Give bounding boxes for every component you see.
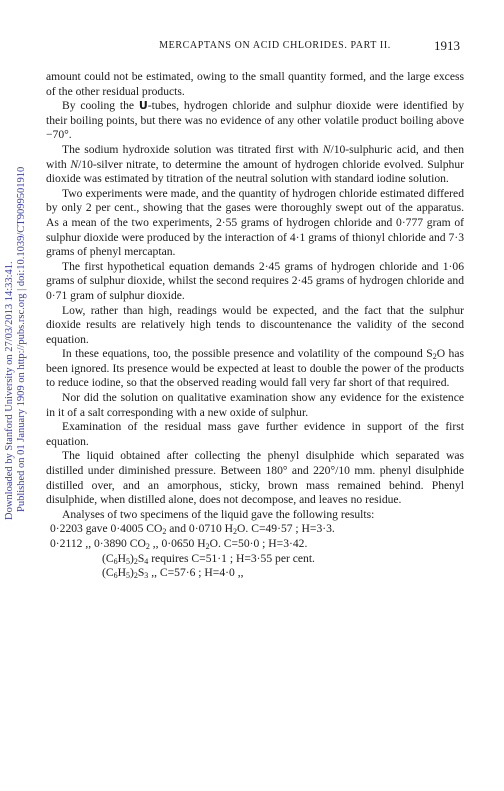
subscript: 2 [133,556,138,566]
p7-text-b: O has been ignored. Its presence would be expected at least to double the power of the products to reduce iodine, so that the observed reading would fall very far short of that required. [46,347,464,390]
formula-text: requires C=51·1 ; H=3·55 per cent. [148,551,315,565]
subscript: 2 [233,527,238,537]
paragraph-11: Analyses of two specimens of the liquid gave the following results: [62,507,375,521]
paragraph-7 [46,347,464,391]
p3-text-a: The sodium hydroxide solution was titrated first with [62,142,323,156]
analysis-row [46,537,464,552]
normality-symbol: N [322,142,331,156]
formula-row [46,566,464,581]
paragraph-1: amount could not be estimated, owing to the small quantity formed, and the large excess of the other residual products. [46,70,464,98]
p2-text-a: By cooling the [62,99,139,113]
subscript: 5 [125,556,130,566]
paragraph-10: The liquid obtained after collecting the phenyl disulphide which separated was distilled under diminished pressure. Between 180° and 220°/10 mm. phenyl disulphide distilled over, and an amorphous, sticky, brown mass remained behind. Phenyl disulphide, when distilled alone, does not decompose, and leaves no residue. [46,449,464,507]
paragraph-9: Examination of the residual mass gave further evidence in support of the first equation. [46,420,464,448]
subscript: 3 [144,571,149,581]
analysis-text: 0·2203 gave 0·4005 CO [50,522,163,536]
publication-doi-link[interactable]: Published on 01 January 1909 on http://pubs.rsc.org | doi:10.1039/CT9099501910 [16,166,27,512]
paragraph-3 [46,143,464,187]
paragraph-6: Low, rather than high, readings would be expected, and the fact that the sulphur dioxide results are relatively high tends to discountenance the validity of the second equation. [46,303,464,346]
subscript: 2 [432,352,437,362]
p7-text-a: In these equations, too, the possible presence and volatility of the compound S [62,347,433,361]
subscript: 2 [205,542,210,551]
paragraph-5: The first hypothetical equation demands 2·45 grams of hydrogen chloride and 1·06 grams of sulphur dioxide, whilst the second requires 2·45 grams of hydrogen chloride and 0·71 gram of sulphur dioxide. [46,259,464,302]
subscript: 6 [113,571,118,581]
running-header [90,40,460,54]
paragraph-2 [46,99,464,143]
download-sidebar [2,140,28,520]
subscript: 5 [125,571,130,581]
subscript: 2 [162,527,167,537]
p3-text-b: /10-sulphuric acid, and then with [46,142,464,171]
normality-symbol: N [70,157,79,171]
formula-text: S [137,551,145,565]
p2-text-b: -tubes, hydrogen chloride and sulphur dioxide were identified by their boiling points, but there was no evidence of any other volatile product boiling above −70°. [46,99,464,142]
subscript: 2 [133,571,138,581]
formula-text: ,, C=57·6 ; H=4·0 ,, [148,566,244,580]
formula-text: (C [102,566,114,580]
subscript: 4 [144,556,149,566]
formula-text: (C [102,551,114,565]
paragraph-4: Two experiments were made, and the quantity of hydrogen chloride estimated differed by only 2 per cent., showing that the gases were thoroughly swept out of the apparatus. As a mean of the two experiments, 2·55 grams of hydrogen chloride and 0·777 gram of sulphur dioxide were produced by the interaction of 4·1 grams of thionyl chloride and 7·3 grams of phenyl mercaptan. [46,186,464,259]
formula-text: H [117,551,126,565]
analysis-results [46,522,464,580]
formula-row [46,552,464,567]
formula-text: S [137,566,145,580]
u-tube-symbol: U [138,99,148,113]
analysis-text: O. C=49·57 ; H=3·3. [237,522,335,536]
formula-text: ) [129,566,134,580]
download-notice[interactable]: Downloaded by Stanford University on 27/03/2013 14:33:41. [4,261,15,520]
page-number: 1913 [434,38,460,53]
analysis-text: 0·2112 ,, 0·3890 CO [50,537,146,550]
p3-text-c: /10-silver nitrate, to determine the amount of hydrogen chloride evolved. Sulphur dioxide was estimated by titration of the neutral solution with standard iodine solution. [46,157,464,186]
formula-text: H [117,566,126,580]
running-title: MERCAPTANS ON ACID CHLORIDES. PART II. [159,40,391,51]
analysis-text: O. C=50·0 ; H=3·42. [209,537,308,550]
analysis-text: ,, 0·0650 H [149,537,206,550]
paragraph-8: Nor did the solution on qualitative examination show any evidence for the existence in it of a salt corresponding with a new oxide of sulphur. [46,391,464,419]
analysis-text: and 0·0710 H [166,522,234,536]
subscript: 6 [113,556,118,566]
article-body [46,70,464,581]
analysis-row [46,522,464,537]
subscript: 2 [145,542,150,551]
formula-text: ) [129,551,134,565]
